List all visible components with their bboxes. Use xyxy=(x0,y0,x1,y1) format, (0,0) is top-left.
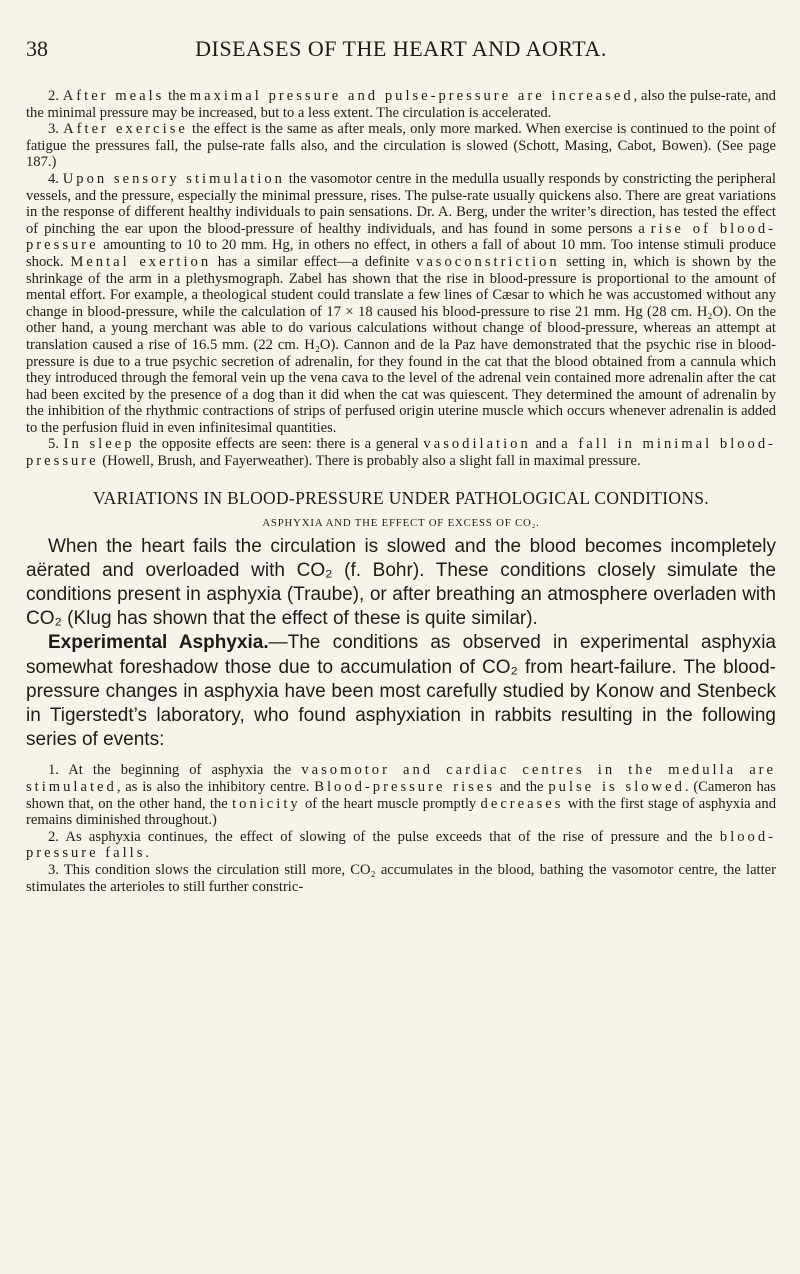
asphyxia-event-3: 3. This condition slows the circulation still more, CO₂ accumulates in the blood, bathing the vasomotor centre, the latter stimulates the arterioles to still further constric- xyxy=(26,862,776,895)
item-lead: Upon sensory stimulation xyxy=(62,170,285,187)
item-after-meals: 2. After meals the maximal pressure and pulse-pressure are increased, also the pulse-rate, and the minimal pressure may be increased, but to a less extent. The circulation is accelerated. xyxy=(26,88,776,121)
page-header xyxy=(26,36,776,74)
book-page xyxy=(26,36,776,895)
section-title: VARIATIONS IN BLOOD-PRESSURE UNDER PATHOLOGICAL CONDITIONS. xyxy=(93,487,709,508)
paragraph-heart-failure: When the heart fails the circulation is slowed and the blood becomes incompletely aërated and overloaded with CO₂ (f. Bohr). These conditions closely simulate the conditions present in asphyxia (Traube), or after breathing an atmosphere overladen with CO₂ (Klug has shown that the effect of these is quite similar). xyxy=(26,535,776,630)
item-lead: After meals xyxy=(62,88,165,104)
asphyxia-event-1: 1. At the beginning of asphyxia the vasomotor and cardiac centres in the medulla are stimulated, as is also the inhibitory centre. Blood-pressure rises and the pulse is slowed. (Cameron has shown that, on the other hand, the tonicity of the heart muscle promptly decreases with the first stage of asphyxia and remains diminished throughout.) xyxy=(26,762,777,829)
section-subhead: ASPHYXIA AND THE EFFECT OF EXCESS OF CO₂. xyxy=(262,516,540,529)
running-head: DISEASES OF THE HEART AND AORTA. xyxy=(195,36,607,61)
run-in-heading: Experimental Asphyxia. xyxy=(48,632,269,654)
item-lead: After exercise xyxy=(63,121,188,138)
page-number: 38 xyxy=(26,36,48,61)
asphyxia-event-2: 2. As asphyxia continues, the effect of slowing of the pulse exceeds that of the rise of pressure and the blood-pressure falls. xyxy=(26,828,776,862)
item-lead: In sleep xyxy=(63,436,135,453)
item-sensory-stimulation: 4. Upon sensory stimulation the vasomotor centre in the medulla usually responds by constricting the peripheral vessels, and the pressure, especially the minimal pressure, rises. The pulse-rate usually quickens also. There are great variations in the response of different healthy individuals to pain sensations. Dr. A. Berg, under the writer’s direction, has tested the effect of pinching the ear upon the blood-pressure of healthy individuals, and has found in some persons a rise of blood-pressure amounting to 10 to 20 mm. Hg, in others no effect, in others a fall of about 10 mm. Too intense stimuli produce shock. Mental exertion has a similar effect—a definite vasoconstriction setting in, which is shown by the shrinkage of the arm in a plethysmograph. Zabel has shown that the rise in blood-pressure is proportional to the amount of mental effort. For example, a theological student could translate a few lines of Cæsar to which he was accustomed without any change in blood-pressure, while the calculation of 17 × 18 caused his blood-pressure to rise 21 mm. Hg (28 cm. H₂O). On the other hand, a young merchant was able to do various calculations without change of blood-pressure, whereas an attempt at translation caused a rise of 16.5 mm. (22 cm. H₂O). Cannon and de la Paz have demonstrated that the psychic rise in blood-pressure is due to a true psychic secretion of adrenalin, for they found in the cat that the blood obtained from a cannula which they introduced through the femoral vein up the vena cava to the level of the adrenal vein contained more adrenalin after the cat had been excited by the presence of a dog than it did when the cat was quiescent. They determined the amount of adrenalin by the inhibition of the rhythmic contractions of strips of perfused origin uterine muscle which occurs whenever adrenalin is added to the perfusion fluid in even infinitesimal quantities. xyxy=(26,170,776,436)
item-after-exercise: 3. After exercise the effect is the same as after meals, only more marked. When exercise is continued to the point of fatigue the pressures fall, the pulse-rate falls also, and the circulation is slowed (Schott, Masing, Cabot, Bowen). (See page 187.) xyxy=(26,121,776,171)
paragraph-experimental-asphyxia: Experimental Asphyxia.—The conditions as observed in experimental asphyxia somewhat foreshadow those due to accumulation of CO₂ from heart-failure. The blood-pressure changes in asphyxia have been most carefully studied by Konow and Stenbeck in Tigerstedt’s laboratory, who found asphyxiation in rabbits resulting in the following series of events: xyxy=(26,632,776,751)
item-in-sleep: 5. In sleep the opposite effects are seen: there is a general vasodilation and a fall in minimal blood-pressure (Howell, Brush, and Fayerweather). There is probably also a slight fall in maximal pressure. xyxy=(26,436,776,470)
